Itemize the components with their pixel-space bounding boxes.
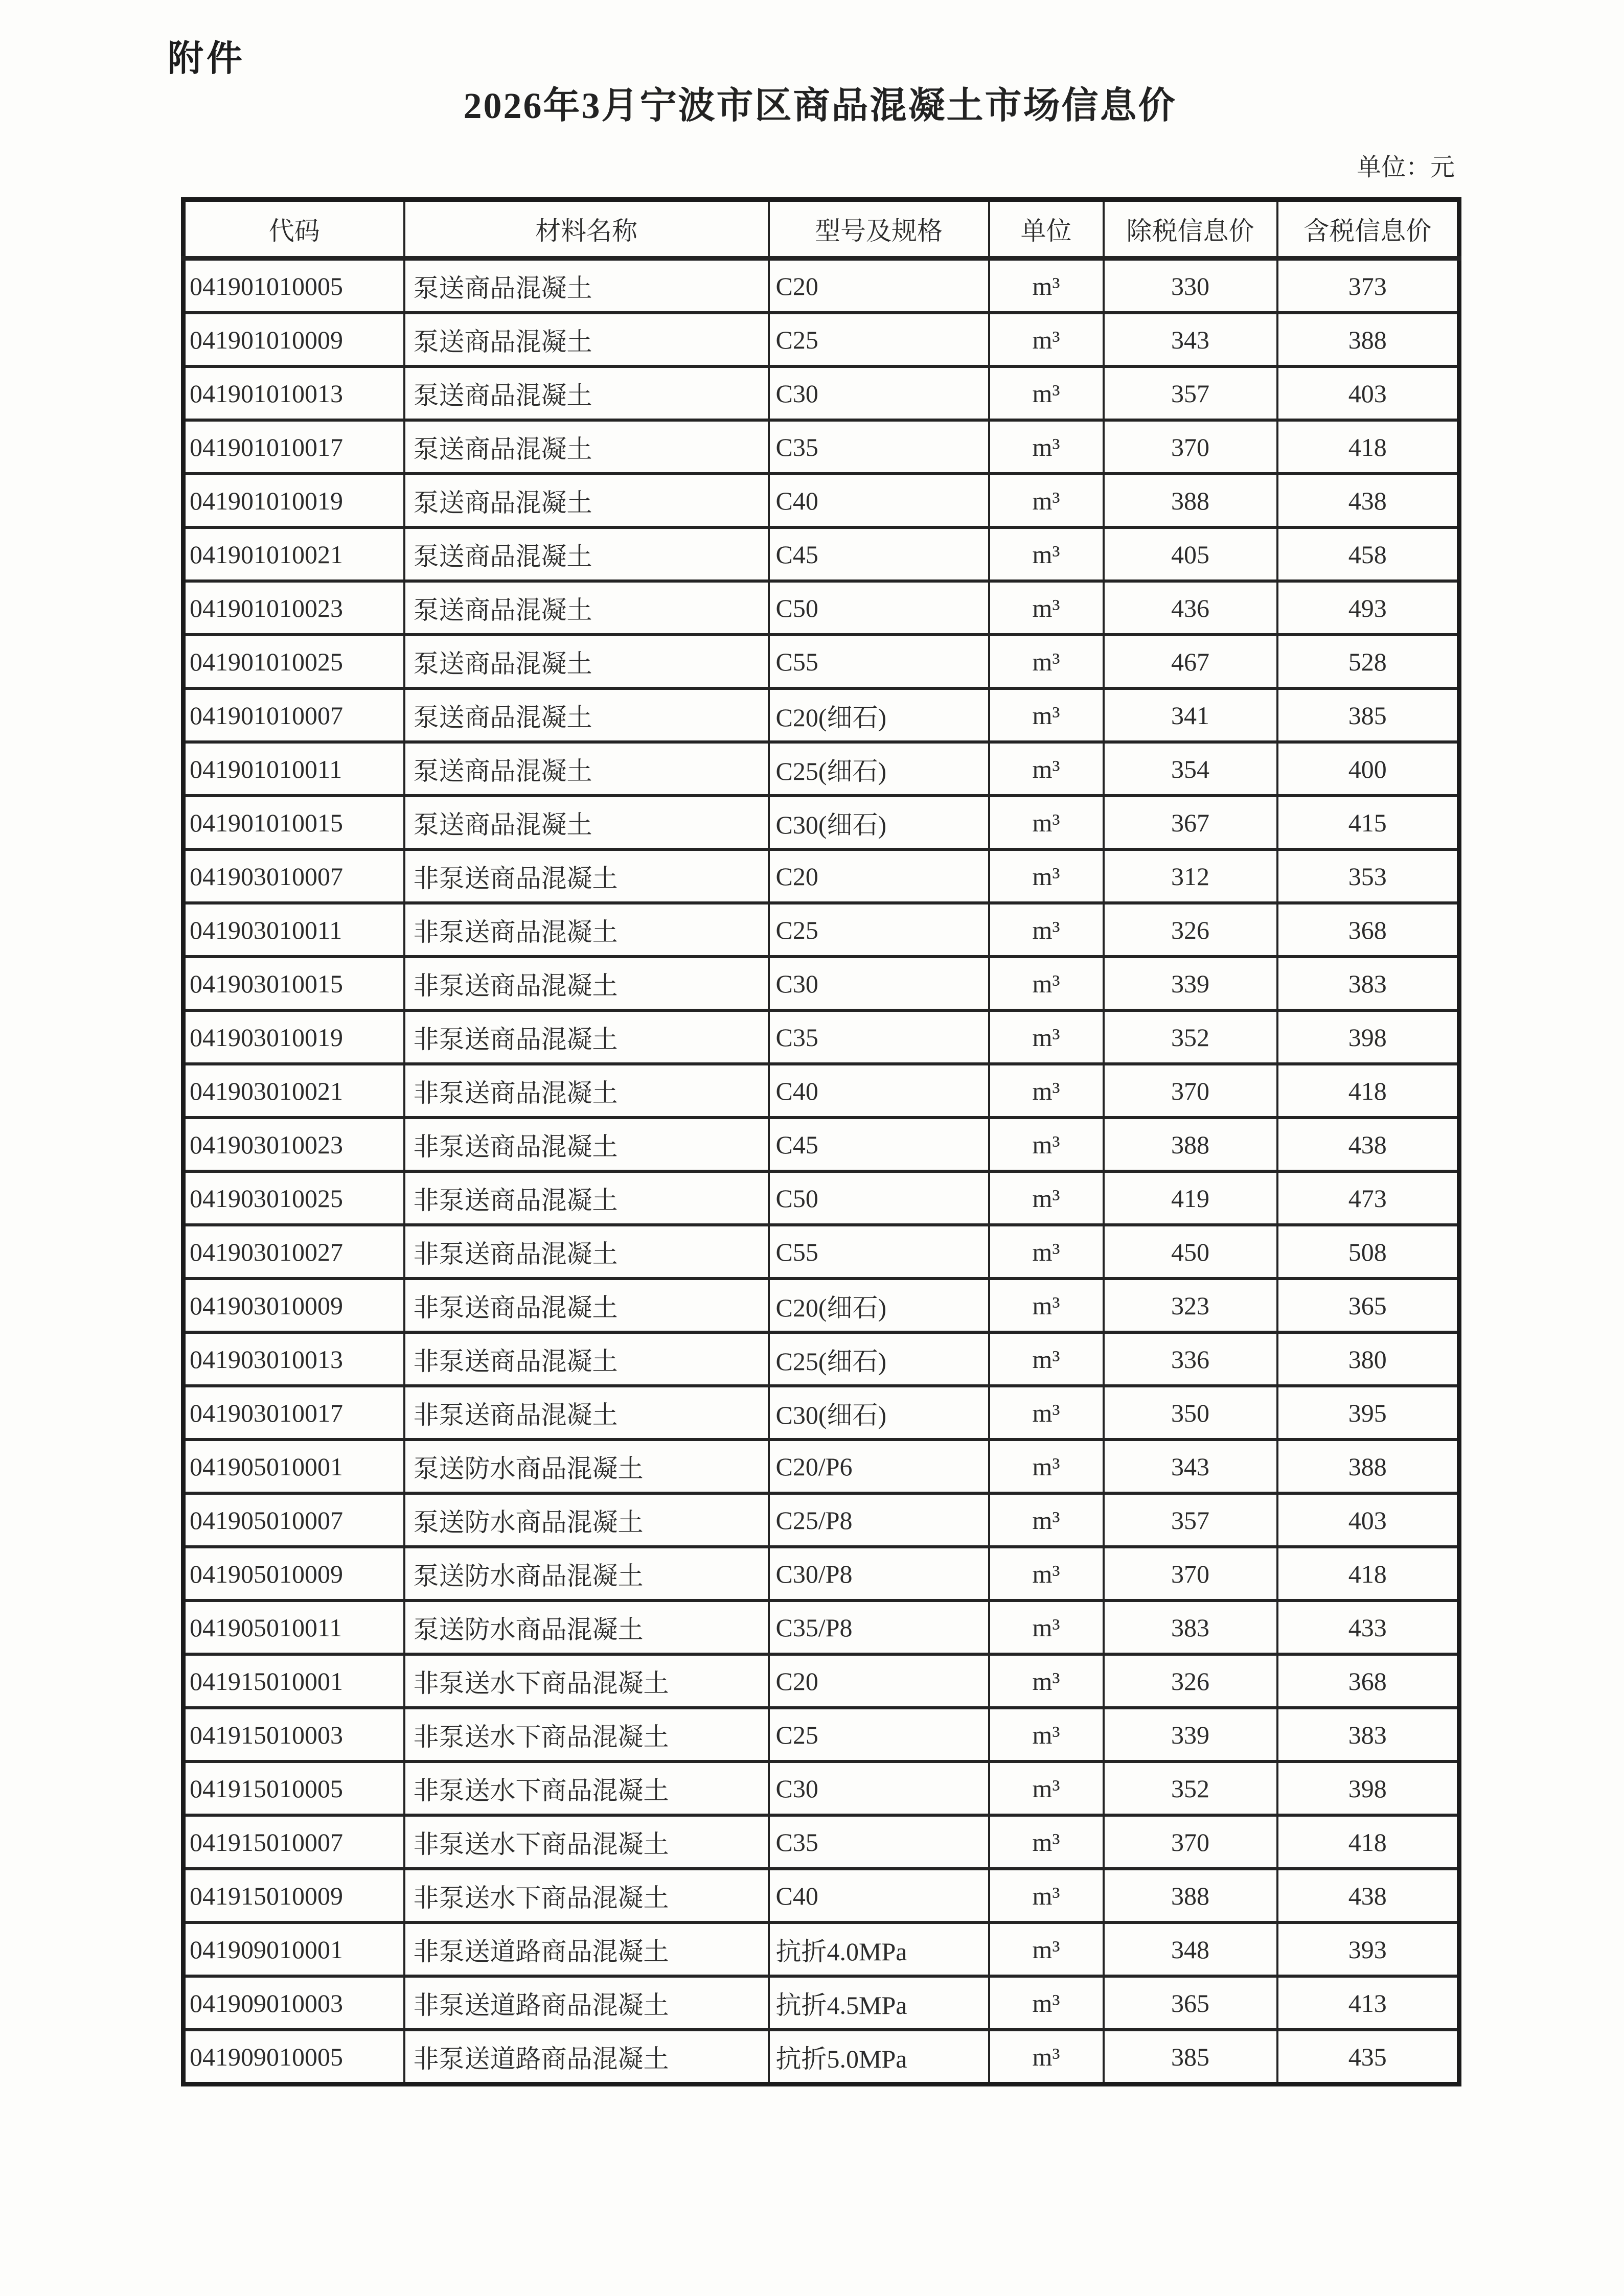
unit-cell: m³ [989, 1815, 1104, 1869]
header-code: 代码 [184, 200, 404, 259]
table-row [184, 581, 1459, 635]
price-ex-tax-cell: 357 [1104, 366, 1277, 420]
price-table [181, 197, 1461, 2086]
price-ex-tax-cell: 354 [1104, 742, 1277, 796]
price-ex-tax-cell: 365 [1104, 1976, 1277, 2030]
unit-cell: m³ [989, 313, 1104, 366]
table-row [184, 849, 1459, 903]
spec-cell: C30 [769, 1761, 989, 1815]
spec-cell: C55 [769, 1225, 989, 1279]
unit-cell: m³ [989, 1332, 1104, 1386]
unit-cell: m³ [989, 581, 1104, 635]
code-cell: 041901010007 [184, 688, 404, 742]
material-name-cell: 泵送商品混凝土 [404, 420, 769, 474]
code-cell: 041901010021 [184, 527, 404, 581]
price-inc-tax-cell: 380 [1277, 1332, 1459, 1386]
table-header [184, 200, 1459, 259]
code-cell: 041903010021 [184, 1064, 404, 1118]
table-row [184, 1922, 1459, 1976]
code-cell: 041903010017 [184, 1386, 404, 1440]
table-row [184, 903, 1459, 957]
unit-cell: m³ [989, 1761, 1104, 1815]
code-cell: 041905010009 [184, 1547, 404, 1601]
unit-cell: m³ [989, 1386, 1104, 1440]
price-inc-tax-cell: 383 [1277, 957, 1459, 1010]
table-row [184, 1386, 1459, 1440]
spec-cell: C35/P8 [769, 1601, 989, 1654]
spec-cell: C20/P6 [769, 1440, 989, 1493]
header-price-inc-tax: 含税信息价 [1277, 200, 1459, 259]
material-name-cell: 非泵送水下商品混凝土 [404, 1815, 769, 1869]
unit-cell: m³ [989, 849, 1104, 903]
header-unit: 单位 [989, 200, 1104, 259]
material-name-cell: 泵送防水商品混凝土 [404, 1601, 769, 1654]
unit-cell: m³ [989, 1010, 1104, 1064]
price-ex-tax-cell: 370 [1104, 420, 1277, 474]
table-row [184, 1869, 1459, 1922]
code-cell: 041901010005 [184, 259, 404, 313]
unit-cell: m³ [989, 796, 1104, 849]
material-name-cell: 泵送商品混凝土 [404, 796, 769, 849]
price-ex-tax-cell: 388 [1104, 1869, 1277, 1922]
table-row [184, 1708, 1459, 1761]
unit-cell: m³ [989, 1171, 1104, 1225]
price-inc-tax-cell: 418 [1277, 1064, 1459, 1118]
material-name-cell: 泵送商品混凝土 [404, 635, 769, 688]
header-spec: 型号及规格 [769, 200, 989, 259]
price-inc-tax-cell: 508 [1277, 1225, 1459, 1279]
price-ex-tax-cell: 323 [1104, 1279, 1277, 1332]
table-row [184, 1279, 1459, 1332]
unit-cell: m³ [989, 742, 1104, 796]
price-ex-tax-cell: 388 [1104, 1118, 1277, 1171]
price-inc-tax-cell: 415 [1277, 796, 1459, 849]
spec-cell: C25 [769, 313, 989, 366]
table-row [184, 1010, 1459, 1064]
price-inc-tax-cell: 458 [1277, 527, 1459, 581]
price-inc-tax-cell: 393 [1277, 1922, 1459, 1976]
table-row [184, 1064, 1459, 1118]
price-ex-tax-cell: 343 [1104, 313, 1277, 366]
price-ex-tax-cell: 367 [1104, 796, 1277, 849]
unit-cell: m³ [989, 1279, 1104, 1332]
material-name-cell: 非泵送商品混凝土 [404, 957, 769, 1010]
price-ex-tax-cell: 436 [1104, 581, 1277, 635]
code-cell: 041903010009 [184, 1279, 404, 1332]
unit-cell: m³ [989, 1118, 1104, 1171]
code-cell: 041915010005 [184, 1761, 404, 1815]
spec-cell: C25 [769, 1708, 989, 1761]
price-inc-tax-cell: 438 [1277, 474, 1459, 527]
material-name-cell: 非泵送商品混凝土 [404, 1386, 769, 1440]
table-row [184, 957, 1459, 1010]
header-material-name: 材料名称 [404, 200, 769, 259]
table-row [184, 259, 1459, 313]
attachment-label: 附件 [168, 39, 245, 79]
code-cell: 041903010007 [184, 849, 404, 903]
spec-cell: C45 [769, 1118, 989, 1171]
table-row [184, 1761, 1459, 1815]
code-cell: 041905010011 [184, 1601, 404, 1654]
spec-cell: C30/P8 [769, 1547, 989, 1601]
spec-cell: C20 [769, 1654, 989, 1708]
table-row [184, 1332, 1459, 1386]
unit-cell: m³ [989, 1654, 1104, 1708]
unit-cell: m³ [989, 1064, 1104, 1118]
price-inc-tax-cell: 365 [1277, 1279, 1459, 1332]
table-row [184, 366, 1459, 420]
spec-cell: C50 [769, 581, 989, 635]
price-ex-tax-cell: 370 [1104, 1064, 1277, 1118]
table-row [184, 1547, 1459, 1601]
code-cell: 041905010007 [184, 1493, 404, 1547]
material-name-cell: 非泵送商品混凝土 [404, 849, 769, 903]
code-cell: 041901010009 [184, 313, 404, 366]
unit-cell: m³ [989, 1708, 1104, 1761]
code-cell: 041901010015 [184, 796, 404, 849]
material-name-cell: 泵送商品混凝土 [404, 366, 769, 420]
spec-cell: 抗折4.0MPa [769, 1922, 989, 1976]
price-inc-tax-cell: 435 [1277, 2030, 1459, 2084]
price-ex-tax-cell: 339 [1104, 957, 1277, 1010]
price-ex-tax-cell: 336 [1104, 1332, 1277, 1386]
material-name-cell: 泵送防水商品混凝土 [404, 1547, 769, 1601]
code-cell: 041915010007 [184, 1815, 404, 1869]
spec-cell: C30(细石) [769, 1386, 989, 1440]
price-inc-tax-cell: 398 [1277, 1761, 1459, 1815]
spec-cell: C40 [769, 474, 989, 527]
price-inc-tax-cell: 368 [1277, 903, 1459, 957]
price-inc-tax-cell: 473 [1277, 1171, 1459, 1225]
price-inc-tax-cell: 418 [1277, 1547, 1459, 1601]
spec-cell: C55 [769, 635, 989, 688]
material-name-cell: 泵送商品混凝土 [404, 581, 769, 635]
price-inc-tax-cell: 438 [1277, 1869, 1459, 1922]
price-ex-tax-cell: 450 [1104, 1225, 1277, 1279]
price-inc-tax-cell: 398 [1277, 1010, 1459, 1064]
unit-cell: m³ [989, 1976, 1104, 2030]
price-ex-tax-cell: 348 [1104, 1922, 1277, 1976]
unit-cell: m³ [989, 1440, 1104, 1493]
table-row [184, 688, 1459, 742]
code-cell: 041903010025 [184, 1171, 404, 1225]
spec-cell: C45 [769, 527, 989, 581]
material-name-cell: 非泵送商品混凝土 [404, 903, 769, 957]
price-inc-tax-cell: 373 [1277, 259, 1459, 313]
price-ex-tax-cell: 370 [1104, 1547, 1277, 1601]
price-ex-tax-cell: 370 [1104, 1815, 1277, 1869]
code-cell: 041903010027 [184, 1225, 404, 1279]
price-ex-tax-cell: 341 [1104, 688, 1277, 742]
code-cell: 041909010001 [184, 1922, 404, 1976]
material-name-cell: 非泵送商品混凝土 [404, 1064, 769, 1118]
unit-cell: m³ [989, 1922, 1104, 1976]
material-name-cell: 非泵送道路商品混凝土 [404, 1922, 769, 1976]
table-row [184, 635, 1459, 688]
price-ex-tax-cell: 330 [1104, 259, 1277, 313]
header-price-ex-tax: 除税信息价 [1104, 200, 1277, 259]
material-name-cell: 泵送防水商品混凝土 [404, 1493, 769, 1547]
material-name-cell: 泵送商品混凝土 [404, 474, 769, 527]
price-inc-tax-cell: 433 [1277, 1601, 1459, 1654]
material-name-cell: 非泵送水下商品混凝土 [404, 1869, 769, 1922]
code-cell: 041903010013 [184, 1332, 404, 1386]
price-inc-tax-cell: 368 [1277, 1654, 1459, 1708]
unit-note: 单位：元 [1356, 154, 1455, 181]
unit-cell: m³ [989, 1225, 1104, 1279]
price-ex-tax-cell: 312 [1104, 849, 1277, 903]
table-row [184, 1440, 1459, 1493]
material-name-cell: 非泵送商品混凝土 [404, 1171, 769, 1225]
code-cell: 041903010019 [184, 1010, 404, 1064]
code-cell: 041915010001 [184, 1654, 404, 1708]
spec-cell: C35 [769, 1815, 989, 1869]
code-cell: 041903010015 [184, 957, 404, 1010]
spec-cell: C20(细石) [769, 1279, 989, 1332]
table-row [184, 796, 1459, 849]
material-name-cell: 非泵送水下商品混凝土 [404, 1708, 769, 1761]
material-name-cell: 泵送商品混凝土 [404, 742, 769, 796]
material-name-cell: 非泵送道路商品混凝土 [404, 1976, 769, 2030]
price-ex-tax-cell: 350 [1104, 1386, 1277, 1440]
material-name-cell: 非泵送商品混凝土 [404, 1118, 769, 1171]
unit-cell: m³ [989, 1547, 1104, 1601]
material-name-cell: 泵送商品混凝土 [404, 688, 769, 742]
code-cell: 041901010023 [184, 581, 404, 635]
unit-cell: m³ [989, 2030, 1104, 2084]
price-inc-tax-cell: 418 [1277, 420, 1459, 474]
spec-cell: C20 [769, 259, 989, 313]
price-ex-tax-cell: 419 [1104, 1171, 1277, 1225]
price-ex-tax-cell: 357 [1104, 1493, 1277, 1547]
spec-cell: C35 [769, 420, 989, 474]
code-cell: 041915010009 [184, 1869, 404, 1922]
spec-cell: C30 [769, 366, 989, 420]
price-inc-tax-cell: 395 [1277, 1386, 1459, 1440]
price-ex-tax-cell: 405 [1104, 527, 1277, 581]
table-row [184, 1815, 1459, 1869]
spec-cell: C25(细石) [769, 742, 989, 796]
price-ex-tax-cell: 352 [1104, 1761, 1277, 1815]
unit-cell: m³ [989, 474, 1104, 527]
table-row [184, 1601, 1459, 1654]
material-name-cell: 非泵送商品混凝土 [404, 1332, 769, 1386]
unit-cell: m³ [989, 1493, 1104, 1547]
header-row [184, 200, 1459, 259]
price-ex-tax-cell: 343 [1104, 1440, 1277, 1493]
table-row [184, 527, 1459, 581]
spec-cell: C35 [769, 1010, 989, 1064]
price-inc-tax-cell: 403 [1277, 366, 1459, 420]
code-cell: 041901010013 [184, 366, 404, 420]
unit-cell: m³ [989, 957, 1104, 1010]
spec-cell: C20(细石) [769, 688, 989, 742]
spec-cell: C30 [769, 957, 989, 1010]
price-inc-tax-cell: 403 [1277, 1493, 1459, 1547]
spec-cell: C30(细石) [769, 796, 989, 849]
material-name-cell: 非泵送商品混凝土 [404, 1279, 769, 1332]
spec-cell: C40 [769, 1869, 989, 1922]
unit-cell: m³ [989, 688, 1104, 742]
price-inc-tax-cell: 388 [1277, 1440, 1459, 1493]
table-row [184, 2030, 1459, 2084]
spec-cell: C25(细石) [769, 1332, 989, 1386]
table-row [184, 1493, 1459, 1547]
unit-cell: m³ [989, 635, 1104, 688]
spec-cell: 抗折5.0MPa [769, 2030, 989, 2084]
code-cell: 041901010011 [184, 742, 404, 796]
code-cell: 041901010025 [184, 635, 404, 688]
price-inc-tax-cell: 353 [1277, 849, 1459, 903]
price-ex-tax-cell: 326 [1104, 903, 1277, 957]
price-inc-tax-cell: 493 [1277, 581, 1459, 635]
code-cell: 041915010003 [184, 1708, 404, 1761]
table-row [184, 313, 1459, 366]
price-inc-tax-cell: 388 [1277, 313, 1459, 366]
material-name-cell: 泵送防水商品混凝土 [404, 1440, 769, 1493]
code-cell: 041905010001 [184, 1440, 404, 1493]
code-cell: 041903010023 [184, 1118, 404, 1171]
price-inc-tax-cell: 383 [1277, 1708, 1459, 1761]
spec-cell: C25/P8 [769, 1493, 989, 1547]
code-cell: 041909010005 [184, 2030, 404, 2084]
spec-cell: 抗折4.5MPa [769, 1976, 989, 2030]
table-row [184, 1654, 1459, 1708]
material-name-cell: 非泵送商品混凝土 [404, 1010, 769, 1064]
material-name-cell: 非泵送商品混凝土 [404, 1225, 769, 1279]
price-ex-tax-cell: 383 [1104, 1601, 1277, 1654]
price-inc-tax-cell: 385 [1277, 688, 1459, 742]
price-ex-tax-cell: 339 [1104, 1708, 1277, 1761]
material-name-cell: 泵送商品混凝土 [404, 259, 769, 313]
table-row [184, 1118, 1459, 1171]
price-ex-tax-cell: 388 [1104, 474, 1277, 527]
code-cell: 041909010003 [184, 1976, 404, 2030]
spec-cell: C25 [769, 903, 989, 957]
material-name-cell: 非泵送水下商品混凝土 [404, 1761, 769, 1815]
price-inc-tax-cell: 418 [1277, 1815, 1459, 1869]
unit-cell: m³ [989, 903, 1104, 957]
unit-cell: m³ [989, 420, 1104, 474]
table-body [184, 259, 1459, 2084]
price-inc-tax-cell: 413 [1277, 1976, 1459, 2030]
price-ex-tax-cell: 385 [1104, 2030, 1277, 2084]
code-cell: 041901010017 [184, 420, 404, 474]
price-ex-tax-cell: 467 [1104, 635, 1277, 688]
unit-cell: m³ [989, 1869, 1104, 1922]
spec-cell: C20 [769, 849, 989, 903]
price-ex-tax-cell: 352 [1104, 1010, 1277, 1064]
material-name-cell: 泵送商品混凝土 [404, 527, 769, 581]
unit-cell: m³ [989, 366, 1104, 420]
code-cell: 041901010019 [184, 474, 404, 527]
price-inc-tax-cell: 400 [1277, 742, 1459, 796]
unit-cell: m³ [989, 259, 1104, 313]
unit-cell: m³ [989, 1601, 1104, 1654]
price-inc-tax-cell: 528 [1277, 635, 1459, 688]
unit-cell: m³ [989, 527, 1104, 581]
table-row [184, 1976, 1459, 2030]
price-inc-tax-cell: 438 [1277, 1118, 1459, 1171]
table-row [184, 474, 1459, 527]
table-row [184, 742, 1459, 796]
table-row [184, 1225, 1459, 1279]
table-row [184, 420, 1459, 474]
spec-cell: C40 [769, 1064, 989, 1118]
material-name-cell: 泵送商品混凝土 [404, 313, 769, 366]
code-cell: 041903010011 [184, 903, 404, 957]
spec-cell: C50 [769, 1171, 989, 1225]
material-name-cell: 非泵送水下商品混凝土 [404, 1654, 769, 1708]
price-ex-tax-cell: 326 [1104, 1654, 1277, 1708]
page-title: 2026年3月宁波市区商品混凝土市场信息价 [463, 85, 1177, 126]
table-row [184, 1171, 1459, 1225]
material-name-cell: 非泵送道路商品混凝土 [404, 2030, 769, 2084]
